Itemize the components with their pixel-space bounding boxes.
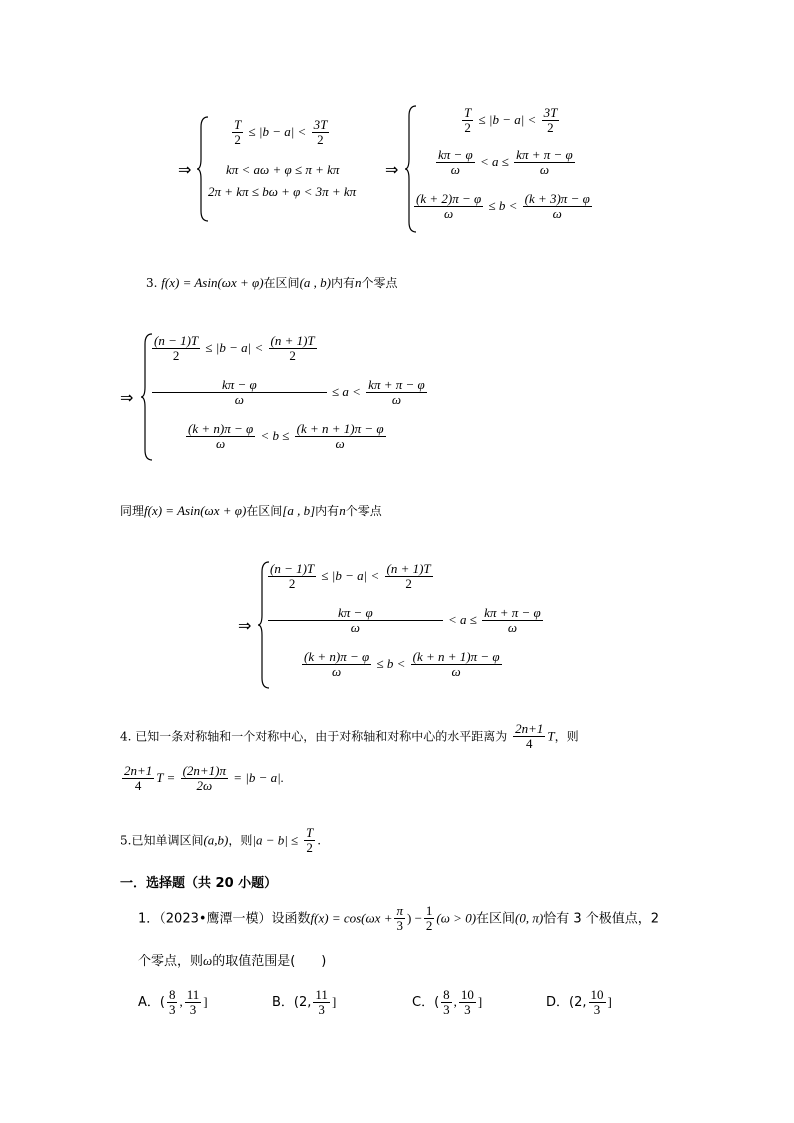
item3b-sys-row1: $\frac{(n - 1)T}{2}$ ≤ |b − a| < $\frac{(n + 1)T}{2}$ xyxy=(270,561,431,592)
item5-line: 5.已知单调区间(a,b)，则|a − b| ≤ $\frac{T}{2}$ . xyxy=(120,825,322,856)
item3b-sys-row3: $\frac{(k + n)\pi - \varphi}{\omega}$ ≤ b < $\frac{(k + n + 1)\pi - \varphi}{\omega}$ xyxy=(304,649,500,680)
item3b-heading: 同理f(x) = Asin(ωx + φ)在区间[a , b]内有n个零点 xyxy=(120,503,382,518)
question1-line2: 个零点，则ω的取值范围是( ) xyxy=(138,953,327,969)
sys2-row2: $\frac{k\pi - \varphi}{\omega}$ < a ≤ $\frac{k\pi + \pi - \varphi}{\omega}$ xyxy=(438,147,573,178)
implies-arrow-4: ⇒ xyxy=(238,616,252,635)
implies-arrow-2: ⇒ xyxy=(385,160,399,179)
sys1-row3: 2π + kπ ≤ bω + φ < 3π + kπ xyxy=(208,184,357,199)
item3-heading: 3. f(x) = Asin(ωx + φ)在区间(a , b)内有n个零点 xyxy=(146,275,398,290)
option-b[interactable]: B．(2, $\frac{11}{3}$ ] xyxy=(272,987,337,1018)
section-title: 一．选择题（共 20 小题） xyxy=(120,876,278,891)
item4-line2: $\frac{2n+1}{4}$ T = $\frac{(2n+1)\pi}{2\omega}$ = |b − a|. xyxy=(124,763,284,794)
sys2-row1: $\frac{T}{2}$ ≤ |b − a| < $\frac{3T}{2}$ xyxy=(464,105,558,136)
item3-sys-row3: $\frac{(k + n)\pi - \varphi}{\omega}$ < b ≤ $\frac{(k + n + 1)\pi - \varphi}{\omega}$ xyxy=(188,421,384,452)
implies-arrow-3: ⇒ xyxy=(120,388,134,407)
left-brace-icon xyxy=(196,115,210,223)
question1-line1: 1．（2023•鹰潭一模）设函数f(x) = cos(ωx + $\frac{\pi}{3}$ ) − $\frac{1}{2}$ (ω > 0)在区间(0, π)恰有 3 个极值点，2 xyxy=(138,903,660,934)
option-d[interactable]: D．(2, $\frac{10}{3}$ ] xyxy=(546,987,612,1018)
item4-line1: 4. 已知一条对称轴和一个对称中心，由于对称轴和对称中心的水平距离为 $\frac{2n+1}{4}$ T，则 xyxy=(120,721,579,752)
option-c[interactable]: C．( $\frac{8}{3}$ , $\frac{10}{3}$ ] xyxy=(412,987,483,1018)
option-a[interactable]: A．( $\frac{8}{3}$ , $\frac{11}{3}$ ] xyxy=(138,987,208,1018)
sys1-row1: $\frac{T}{2}$ ≤ |b − a| < $\frac{3T}{2}$ xyxy=(234,117,328,148)
sys1-row2: kπ < aω + φ ≤ π + kπ xyxy=(226,162,340,177)
item3b-sys-row2: $\frac{k\pi - \varphi}{\omega}$ < a ≤ $\frac{k\pi + \pi - \varphi}{\omega}$ xyxy=(266,606,545,636)
sys2-row3: $\frac{(k + 2)\pi - \varphi}{\omega}$ ≤ b < $\frac{(k + 3)\pi - \varphi}{\omega}$ xyxy=(416,191,590,222)
item3-sys-row1: $\frac{(n - 1)T}{2}$ ≤ |b − a| < $\frac{(n + 1)T}{2}$ xyxy=(154,333,315,364)
implies-arrow: ⇒ xyxy=(178,160,192,179)
item3-sys-row2: $\frac{k\pi - \varphi}{\omega}$ ≤ a < $\frac{k\pi + \pi - \varphi}{\omega}$ xyxy=(150,378,429,408)
